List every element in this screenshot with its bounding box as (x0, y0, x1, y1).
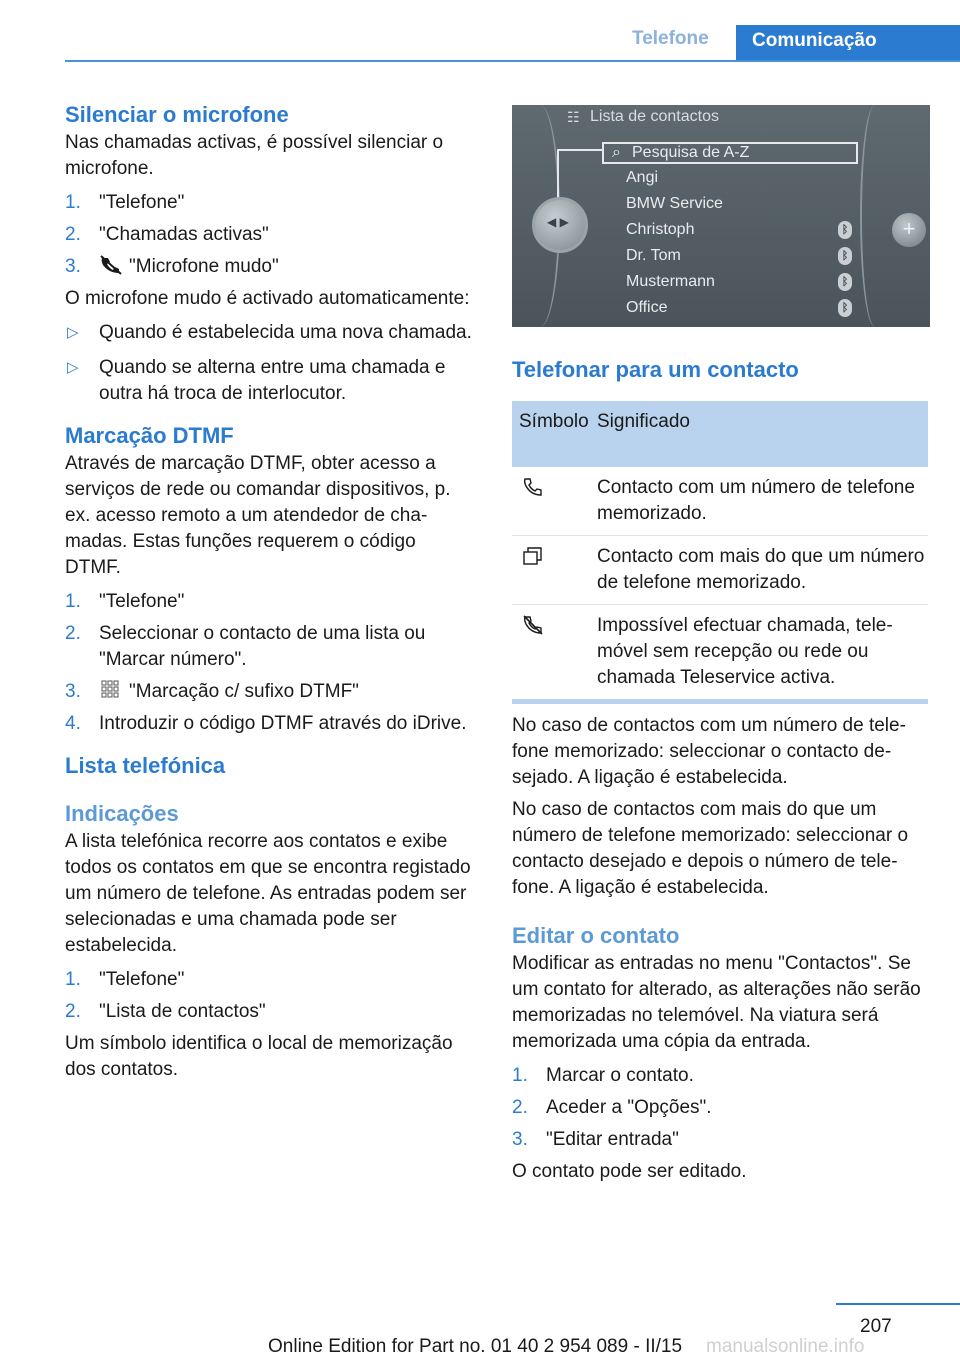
table-row (512, 467, 928, 536)
left-column (65, 100, 475, 1083)
list-item: 2. "Chamadas activas" (65, 224, 269, 245)
multiple-numbers-icon (522, 546, 544, 566)
list-item: 2. Aceder a "Opções". (512, 1097, 712, 1118)
phone-crossed-icon (522, 615, 544, 635)
section-intro-dtmf: Através de marcação DTMF, obter acesso a serviços de rede ou comandar dispositivos, p. ex. acesso remoto a um atendedor de chamadas. Estas funções requerem o código DTMF. (65, 453, 451, 578)
paragraph-multiple-numbers: No caso de contactos com mais do que um número de telefone memorizado: seleccionar o contacto desejado e depois o número de telefone. A ligação é estabelecida. (512, 799, 909, 898)
table-row (512, 605, 928, 699)
bluetooth-icon: ᛒ (838, 299, 852, 317)
section-title-silenciar: Silenciar o microfone (65, 102, 289, 127)
list-item: 1. "Telefone" (65, 969, 185, 990)
steps-lista (65, 967, 475, 1025)
section-title-telefonar: Telefonar para um contacto (512, 357, 799, 382)
header-tab-comunicacao: Comunicação (736, 25, 960, 62)
right-column-body (512, 713, 930, 1185)
steps-dtmf (65, 589, 475, 737)
section-after-silenciar: O microfone mudo é activado automaticamente: (65, 288, 470, 309)
list-item: ▷ Quando é estabelecida uma nova chamada. (67, 322, 472, 343)
plus-icon: + (892, 213, 926, 247)
keypad-icon (99, 680, 123, 700)
list-item: 1. "Telefone" (65, 591, 185, 612)
list-item: 4. Introduzir o código DTMF através do iDrive. (65, 713, 467, 734)
screen-contact-item: Christoph (626, 221, 695, 238)
section-title-editar: Editar o contato (512, 923, 680, 948)
section-intro-lista: A lista telefónica recorre aos contatos e exibe todos os contatos em que se encontra registado um número de telefone. As entradas podem ser selecionadas e uma chamada pode ser estabelecida. (65, 831, 471, 956)
screen-search-item: ⌕ Pesquisa de A-Z (602, 142, 858, 164)
table-header-meaning: Significado (597, 411, 690, 432)
section-intro-editar: Modificar as entradas no menu "Contactos". Se um contato for alterado, as alterações não serão memorizadas no telemóvel. Na viatura será memorizada uma cópia da entrada. (512, 953, 921, 1052)
section-title-dtmf: Marcação DTMF (65, 423, 234, 448)
steps-editar (512, 1063, 930, 1153)
watermark: manualsonline.info (706, 1336, 865, 1357)
bullets-silenciar (65, 320, 475, 407)
search-icon: ⌕ (612, 144, 621, 161)
section-intro-silenciar: Nas chamadas activas, é possível silenciar o microfone. (65, 132, 444, 179)
table-row (512, 536, 928, 605)
screen-contact-item: Angi (626, 169, 659, 186)
screen-contact-item: Mustermann (626, 273, 715, 290)
phone-handset-icon (522, 477, 544, 497)
list-item: ▷ Quando se alterna entre uma chamada e outra há troca de interlocutor. (67, 357, 446, 404)
list-item: 3. "Marcação c/ sufixo DTMF" (65, 681, 359, 702)
list-item: 3. "Microfone mudo" (65, 256, 279, 277)
header-tab-telefone: Telefone (632, 28, 709, 49)
screen-contact-item: Office (626, 299, 668, 316)
paragraph-single-number: No caso de contactos com um número de telefone memorizado: seleccionar o contacto desejado. A ligação é estabelecida. (512, 715, 906, 788)
list-item: 2. Seleccionar o contacto de uma lista ou "Marcar número". (65, 623, 426, 670)
bluetooth-icon: ᛒ (838, 273, 852, 291)
screen-title: Lista de contactos (590, 108, 719, 125)
footer-edition: Online Edition for Part no. 01 40 2 954 089 - II/15 (268, 1336, 683, 1357)
footer-rule (836, 1303, 960, 1305)
list-item: 3. "Editar entrada" (512, 1129, 679, 1150)
table-header (512, 401, 928, 467)
table-cell: Contacto com um número de telefone memorizado. (597, 477, 915, 524)
table-header-symbol: Símbolo (519, 411, 589, 432)
section-title-lista: Lista telefónica (65, 753, 226, 778)
list-item: 1. "Telefone" (65, 192, 185, 213)
table-cell: Contacto com mais do que um número de telefone memorizado. (597, 546, 925, 593)
section-after-editar: O contato pode ser editado. (512, 1161, 747, 1182)
screen-contact-item: Dr. Tom (626, 247, 681, 264)
right-title-block (512, 355, 930, 385)
idrive-screen-image (512, 105, 930, 327)
mute-mic-icon (99, 255, 123, 275)
screen-contact-item: BMW Service (626, 195, 723, 212)
list-item: 1. Marcar o contato. (512, 1065, 694, 1086)
page-number: 207 (860, 1316, 892, 1337)
bluetooth-icon: ᛒ (838, 247, 852, 265)
header-rule (65, 60, 960, 62)
subsection-title-indicacoes: Indicações (65, 801, 179, 826)
table-cell: Impossível efectuar chamada, telemóvel sem recepção ou rede ou chamada Teleservice activa. (597, 615, 893, 688)
bluetooth-icon: ᛒ (838, 221, 852, 239)
controller-arrows-icon: ◀ ▶ (547, 215, 569, 229)
section-after-lista: Um símbolo identifica o local de memorização dos contatos. (65, 1033, 453, 1080)
list-item: 2. "Lista de contactos" (65, 1001, 266, 1022)
contact-list-icon: ☷ (567, 109, 580, 125)
symbol-table (512, 401, 928, 704)
steps-silenciar (65, 190, 475, 280)
